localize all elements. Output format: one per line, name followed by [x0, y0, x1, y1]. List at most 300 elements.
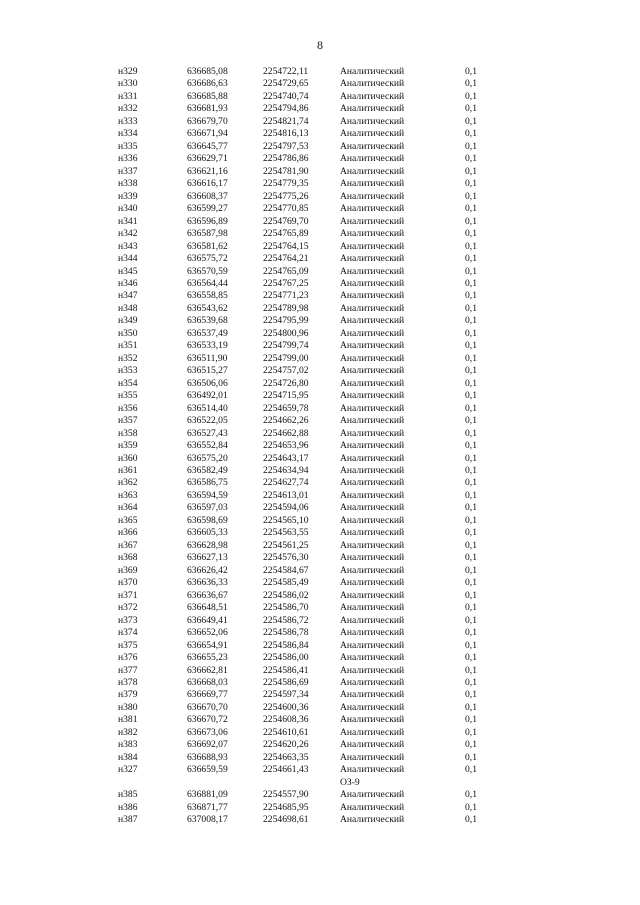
table-row — [0, 228, 640, 240]
x-coordinate-cell: 636506,06 — [187, 377, 228, 389]
x-coordinate-cell: 636681,93 — [187, 103, 228, 115]
table-row — [0, 702, 640, 714]
accuracy-cell: 0,1 — [465, 552, 477, 564]
point-id-cell: н376 — [118, 652, 138, 664]
method-cell: Аналитический — [340, 402, 405, 414]
table-row — [0, 565, 640, 577]
accuracy-cell: 0,1 — [465, 452, 477, 464]
point-id-cell: н346 — [118, 277, 138, 289]
x-coordinate-cell: 636670,70 — [187, 701, 228, 713]
point-id-cell: н360 — [118, 452, 138, 464]
x-coordinate-cell: 636543,62 — [187, 302, 228, 314]
table-row — [0, 203, 640, 215]
method-cell: Аналитический — [340, 265, 405, 277]
y-coordinate-cell: 2254586,41 — [263, 664, 309, 676]
table-row — [0, 378, 640, 390]
method-cell: Аналитический — [340, 664, 405, 676]
method-cell: Аналитический — [340, 427, 405, 439]
accuracy-cell: 0,1 — [465, 265, 477, 277]
table-row — [0, 789, 640, 801]
point-id-cell: н336 — [118, 153, 138, 165]
point-id-cell: н357 — [118, 415, 138, 427]
method-cell: Аналитический — [340, 514, 405, 526]
point-id-cell: н345 — [118, 265, 138, 277]
accuracy-cell: 0,1 — [465, 140, 477, 152]
y-coordinate-cell: 2254594,06 — [263, 502, 309, 514]
x-coordinate-cell: 636685,08 — [187, 66, 228, 77]
method-cell: Аналитический — [340, 726, 405, 738]
method-cell: Аналитический — [340, 415, 405, 427]
table-row — [0, 340, 640, 352]
method-cell: Аналитический — [340, 178, 405, 190]
y-coordinate-cell: 2254757,02 — [263, 365, 309, 377]
method-cell: Аналитический — [340, 290, 405, 302]
point-id-cell: н366 — [118, 527, 138, 539]
x-coordinate-cell: 636871,77 — [187, 801, 228, 813]
point-id-cell: н369 — [118, 564, 138, 576]
y-coordinate-cell: 2254608,36 — [263, 714, 309, 726]
point-id-cell: н332 — [118, 103, 138, 115]
accuracy-cell: 0,1 — [465, 502, 477, 514]
y-coordinate-cell: 2254722,11 — [263, 66, 309, 77]
method-cell: Аналитический — [340, 440, 405, 452]
y-coordinate-cell: 2254781,90 — [263, 165, 309, 177]
x-coordinate-cell: 636594,59 — [187, 489, 228, 501]
accuracy-cell: 0,1 — [465, 178, 477, 190]
table-row — [0, 315, 640, 327]
accuracy-cell: 0,1 — [465, 701, 477, 713]
method-cell: Аналитический — [340, 228, 405, 240]
x-coordinate-cell: 636629,71 — [187, 153, 228, 165]
x-coordinate-cell: 636636,33 — [187, 577, 228, 589]
y-coordinate-cell: 2254797,53 — [263, 140, 309, 152]
method-cell: Аналитический — [340, 789, 405, 801]
table-row — [0, 502, 640, 514]
point-id-cell: н335 — [118, 140, 138, 152]
y-coordinate-cell: 2254698,61 — [263, 814, 309, 826]
table-row — [0, 527, 640, 539]
table-row — [0, 415, 640, 427]
y-coordinate-cell: 2254800,96 — [263, 327, 309, 339]
table-row — [0, 303, 640, 315]
y-coordinate-cell: 2254661,43 — [263, 764, 309, 776]
x-coordinate-cell: 636627,13 — [187, 552, 228, 564]
y-coordinate-cell: 2254764,15 — [263, 240, 309, 252]
x-coordinate-cell: 636881,09 — [187, 789, 228, 801]
accuracy-cell: 0,1 — [465, 652, 477, 664]
accuracy-cell: 0,1 — [465, 153, 477, 165]
method-cell: Аналитический — [340, 190, 405, 202]
point-id-cell: н380 — [118, 701, 138, 713]
accuracy-cell: 0,1 — [465, 664, 477, 676]
x-coordinate-cell: 636527,43 — [187, 427, 228, 439]
table-row — [0, 78, 640, 90]
point-id-cell: н368 — [118, 552, 138, 564]
y-coordinate-cell: 2254586,69 — [263, 676, 309, 688]
table-row — [0, 727, 640, 739]
table-row — [0, 403, 640, 415]
table-row — [0, 141, 640, 153]
y-coordinate-cell: 2254597,34 — [263, 689, 309, 701]
point-id-cell: н359 — [118, 440, 138, 452]
x-coordinate-cell: 636558,85 — [187, 290, 228, 302]
x-coordinate-cell: 636514,40 — [187, 402, 228, 414]
table-row — [0, 515, 640, 527]
y-coordinate-cell: 2254769,70 — [263, 215, 309, 227]
accuracy-cell: 0,1 — [465, 66, 477, 77]
accuracy-cell: 0,1 — [465, 814, 477, 826]
point-id-cell: н341 — [118, 215, 138, 227]
point-id-cell: н337 — [118, 165, 138, 177]
accuracy-cell: 0,1 — [465, 128, 477, 140]
method-cell: Аналитический — [340, 115, 405, 127]
y-coordinate-cell: 2254576,30 — [263, 552, 309, 564]
y-coordinate-cell: 2254563,55 — [263, 527, 309, 539]
point-id-cell: н334 — [118, 128, 138, 140]
y-coordinate-cell: 2254799,00 — [263, 352, 309, 364]
table-row — [0, 116, 640, 128]
accuracy-cell: 0,1 — [465, 714, 477, 726]
accuracy-cell: 0,1 — [465, 90, 477, 102]
method-cell: Аналитический — [340, 814, 405, 826]
y-coordinate-cell: 2254620,26 — [263, 739, 309, 751]
point-id-cell: н365 — [118, 514, 138, 526]
accuracy-cell: 0,1 — [465, 240, 477, 252]
x-coordinate-cell: 636539,68 — [187, 315, 228, 327]
x-coordinate-cell: 636533,19 — [187, 340, 228, 352]
point-id-cell: н355 — [118, 390, 138, 402]
x-coordinate-cell: 636670,72 — [187, 714, 228, 726]
x-coordinate-cell: 636626,42 — [187, 564, 228, 576]
table-row — [0, 602, 640, 614]
x-coordinate-cell: 636655,23 — [187, 652, 228, 664]
x-coordinate-cell: 636598,69 — [187, 514, 228, 526]
point-id-cell: н354 — [118, 377, 138, 389]
table-row — [0, 477, 640, 489]
point-id-cell: н378 — [118, 676, 138, 688]
accuracy-cell: 0,1 — [465, 614, 477, 626]
method-cell: Аналитический — [340, 539, 405, 551]
point-id-cell: н331 — [118, 90, 138, 102]
point-id-cell: н344 — [118, 253, 138, 265]
method-cell: Аналитический — [340, 315, 405, 327]
x-coordinate-cell: 636621,16 — [187, 165, 228, 177]
table-row — [0, 665, 640, 677]
point-id-cell: н347 — [118, 290, 138, 302]
y-coordinate-cell: 2254586,78 — [263, 627, 309, 639]
accuracy-cell: 0,1 — [465, 602, 477, 614]
y-coordinate-cell: 2254794,86 — [263, 103, 309, 115]
accuracy-cell: 0,1 — [465, 739, 477, 751]
y-coordinate-cell: 2254771,23 — [263, 290, 309, 302]
table-row — [0, 689, 640, 701]
accuracy-cell: 0,1 — [465, 390, 477, 402]
accuracy-cell: 0,1 — [465, 427, 477, 439]
table-row — [0, 290, 640, 302]
table-row — [0, 453, 640, 465]
y-coordinate-cell: 2254561,25 — [263, 539, 309, 551]
y-coordinate-cell: 2254767,25 — [263, 277, 309, 289]
point-id-cell: н356 — [118, 402, 138, 414]
x-coordinate-cell: 636669,77 — [187, 689, 228, 701]
coordinates-table — [0, 66, 640, 827]
x-coordinate-cell: 636552,84 — [187, 440, 228, 452]
accuracy-cell: 0,1 — [465, 527, 477, 539]
accuracy-cell: 0,1 — [465, 377, 477, 389]
point-id-cell: н373 — [118, 614, 138, 626]
method-cell: Аналитический — [340, 577, 405, 589]
method-cell: Аналитический — [340, 714, 405, 726]
accuracy-cell: 0,1 — [465, 477, 477, 489]
method-cell: Аналитический — [340, 552, 405, 564]
y-coordinate-cell: 2254726,80 — [263, 377, 309, 389]
point-id-cell: н349 — [118, 315, 138, 327]
point-id-cell: н379 — [118, 689, 138, 701]
method-cell: Аналитический — [340, 377, 405, 389]
method-cell: Аналитический — [340, 751, 405, 763]
accuracy-cell: 0,1 — [465, 165, 477, 177]
method-cell: Аналитический — [340, 701, 405, 713]
y-coordinate-cell: 2254586,70 — [263, 602, 309, 614]
accuracy-cell: 0,1 — [465, 539, 477, 551]
accuracy-cell: 0,1 — [465, 639, 477, 651]
accuracy-cell: 0,1 — [465, 290, 477, 302]
accuracy-cell: 0,1 — [465, 402, 477, 414]
accuracy-cell: 0,1 — [465, 676, 477, 688]
accuracy-cell: 0,1 — [465, 103, 477, 115]
accuracy-cell: 0,1 — [465, 315, 477, 327]
accuracy-cell: 0,1 — [465, 577, 477, 589]
table-row — [0, 814, 640, 826]
method-cell: Аналитический — [340, 215, 405, 227]
x-coordinate-cell: 636648,51 — [187, 602, 228, 614]
method-cell: Аналитический — [340, 564, 405, 576]
method-cell: Аналитический — [340, 203, 405, 215]
y-coordinate-cell: 2254821,74 — [263, 115, 309, 127]
point-id-cell: н382 — [118, 726, 138, 738]
y-coordinate-cell: 2254557,90 — [263, 789, 309, 801]
point-id-cell: н370 — [118, 577, 138, 589]
accuracy-cell: 0,1 — [465, 627, 477, 639]
x-coordinate-cell: 636645,77 — [187, 140, 228, 152]
table-row — [0, 739, 640, 751]
point-id-cell: н339 — [118, 190, 138, 202]
x-coordinate-cell: 636582,49 — [187, 465, 228, 476]
table-row — [0, 590, 640, 602]
x-coordinate-cell: 636596,89 — [187, 215, 228, 227]
method-cell: Аналитический — [340, 390, 405, 402]
accuracy-cell: 0,1 — [465, 751, 477, 763]
point-id-cell: н375 — [118, 639, 138, 651]
table-row — [0, 353, 640, 365]
y-coordinate-cell: 2254663,35 — [263, 751, 309, 763]
x-coordinate-cell: 636587,98 — [187, 228, 228, 240]
y-coordinate-cell: 2254565,10 — [263, 514, 309, 526]
table-row — [0, 178, 640, 190]
y-coordinate-cell: 2254662,88 — [263, 427, 309, 439]
table-row — [0, 802, 640, 814]
x-coordinate-cell: 636671,94 — [187, 128, 228, 140]
point-id-cell: н386 — [118, 801, 138, 813]
point-id-cell: н377 — [118, 664, 138, 676]
point-id-cell: н361 — [118, 465, 138, 476]
method-cell: Аналитический — [340, 302, 405, 314]
table-row — [0, 652, 640, 664]
point-id-cell: н367 — [118, 539, 138, 551]
method-cell: Аналитический — [340, 676, 405, 688]
point-id-cell: н348 — [118, 302, 138, 314]
table-row — [0, 216, 640, 228]
point-id-cell: н362 — [118, 477, 138, 489]
table-row — [0, 191, 640, 203]
point-id-cell: н338 — [118, 178, 138, 190]
x-coordinate-cell: 636581,62 — [187, 240, 228, 252]
y-coordinate-cell: 2254659,78 — [263, 402, 309, 414]
table-row — [0, 278, 640, 290]
method-cell: Аналитический — [340, 128, 405, 140]
method-cell: Аналитический — [340, 639, 405, 651]
y-coordinate-cell: 2254585,49 — [263, 577, 309, 589]
accuracy-cell: 0,1 — [465, 764, 477, 776]
accuracy-cell: 0,1 — [465, 564, 477, 576]
method-cell: Аналитический — [340, 614, 405, 626]
x-coordinate-cell: 636511,90 — [187, 352, 228, 364]
method-cell: Аналитический — [340, 277, 405, 289]
method-cell: Аналитический — [340, 489, 405, 501]
x-coordinate-cell: 636608,37 — [187, 190, 228, 202]
x-coordinate-cell: 636636,67 — [187, 589, 228, 601]
x-coordinate-cell: 636652,06 — [187, 627, 228, 639]
y-coordinate-cell: 2254764,21 — [263, 253, 309, 265]
table-row — [0, 577, 640, 589]
y-coordinate-cell: 2254779,35 — [263, 178, 309, 190]
x-coordinate-cell: 636628,98 — [187, 539, 228, 551]
point-id-cell: н350 — [118, 327, 138, 339]
method-cell: Аналитический — [340, 78, 405, 90]
accuracy-cell: 0,1 — [465, 253, 477, 265]
y-coordinate-cell: 2254770,85 — [263, 203, 309, 215]
x-coordinate-cell: 636570,59 — [187, 265, 228, 277]
x-coordinate-cell: 636616,17 — [187, 178, 228, 190]
table-row — [0, 714, 640, 726]
accuracy-cell: 0,1 — [465, 203, 477, 215]
point-id-cell: н371 — [118, 589, 138, 601]
y-coordinate-cell: 2254715,95 — [263, 390, 309, 402]
y-coordinate-cell: 2254634,94 — [263, 465, 309, 476]
accuracy-cell: 0,1 — [465, 440, 477, 452]
table-row — [0, 91, 640, 103]
accuracy-cell: 0,1 — [465, 78, 477, 90]
y-coordinate-cell: 2254627,74 — [263, 477, 309, 489]
point-id-cell: н372 — [118, 602, 138, 614]
table-row — [0, 153, 640, 165]
x-coordinate-cell: 636575,72 — [187, 253, 228, 265]
accuracy-cell: 0,1 — [465, 340, 477, 352]
y-coordinate-cell: 2254643,17 — [263, 452, 309, 464]
table-row — [0, 266, 640, 278]
x-coordinate-cell: 636599,27 — [187, 203, 228, 215]
y-coordinate-cell: 2254740,74 — [263, 90, 309, 102]
y-coordinate-cell: 2254775,26 — [263, 190, 309, 202]
point-id-cell: н387 — [118, 814, 138, 826]
method-cell: Аналитический — [340, 502, 405, 514]
accuracy-cell: 0,1 — [465, 789, 477, 801]
table-row — [0, 440, 640, 452]
table-row — [0, 166, 640, 178]
accuracy-cell: 0,1 — [465, 365, 477, 377]
method-cell: Аналитический — [340, 739, 405, 751]
section-label: ОЗ-9 — [340, 776, 360, 788]
x-coordinate-cell: 636649,41 — [187, 614, 228, 626]
y-coordinate-cell: 2254662,26 — [263, 415, 309, 427]
method-cell: Аналитический — [340, 165, 405, 177]
table-row — [0, 390, 640, 402]
table-row — [0, 328, 640, 340]
x-coordinate-cell: 636668,03 — [187, 676, 228, 688]
accuracy-cell: 0,1 — [465, 801, 477, 813]
x-coordinate-cell: 636537,49 — [187, 327, 228, 339]
x-coordinate-cell: 636673,06 — [187, 726, 228, 738]
point-id-cell: н384 — [118, 751, 138, 763]
method-cell: Аналитический — [340, 764, 405, 776]
method-cell: Аналитический — [340, 477, 405, 489]
table-row — [0, 241, 640, 253]
y-coordinate-cell: 2254765,09 — [263, 265, 309, 277]
method-cell: Аналитический — [340, 602, 405, 614]
method-cell: Аналитический — [340, 365, 405, 377]
table-row — [0, 615, 640, 627]
x-coordinate-cell: 636515,27 — [187, 365, 228, 377]
accuracy-cell: 0,1 — [465, 465, 477, 476]
table-row — [0, 490, 640, 502]
y-coordinate-cell: 2254786,86 — [263, 153, 309, 165]
method-cell: Аналитический — [340, 103, 405, 115]
point-id-cell: н385 — [118, 789, 138, 801]
y-coordinate-cell: 2254586,00 — [263, 652, 309, 664]
accuracy-cell: 0,1 — [465, 115, 477, 127]
method-cell: Аналитический — [340, 465, 405, 476]
accuracy-cell: 0,1 — [465, 689, 477, 701]
y-coordinate-cell: 2254795,99 — [263, 315, 309, 327]
method-cell: Аналитический — [340, 652, 405, 664]
x-coordinate-cell: 636564,44 — [187, 277, 228, 289]
y-coordinate-cell: 2254789,98 — [263, 302, 309, 314]
accuracy-cell: 0,1 — [465, 352, 477, 364]
table-row — [0, 552, 640, 564]
method-cell: Аналитический — [340, 589, 405, 601]
method-cell: Аналитический — [340, 90, 405, 102]
point-id-cell: н343 — [118, 240, 138, 252]
method-cell: Аналитический — [340, 66, 405, 77]
table-row — [0, 428, 640, 440]
x-coordinate-cell: 637008,17 — [187, 814, 228, 826]
x-coordinate-cell: 636492,01 — [187, 390, 228, 402]
method-cell: Аналитический — [340, 452, 405, 464]
table-rows-group-1 — [0, 66, 640, 777]
accuracy-cell: 0,1 — [465, 726, 477, 738]
x-coordinate-cell: 636605,33 — [187, 527, 228, 539]
x-coordinate-cell: 636692,07 — [187, 739, 228, 751]
x-coordinate-cell: 636586,75 — [187, 477, 228, 489]
x-coordinate-cell: 636522,05 — [187, 415, 228, 427]
table-row — [0, 66, 640, 78]
page-number: 8 — [317, 38, 323, 52]
accuracy-cell: 0,1 — [465, 277, 477, 289]
accuracy-cell: 0,1 — [465, 190, 477, 202]
method-cell: Аналитический — [340, 340, 405, 352]
y-coordinate-cell: 2254653,96 — [263, 440, 309, 452]
table-row — [0, 128, 640, 140]
